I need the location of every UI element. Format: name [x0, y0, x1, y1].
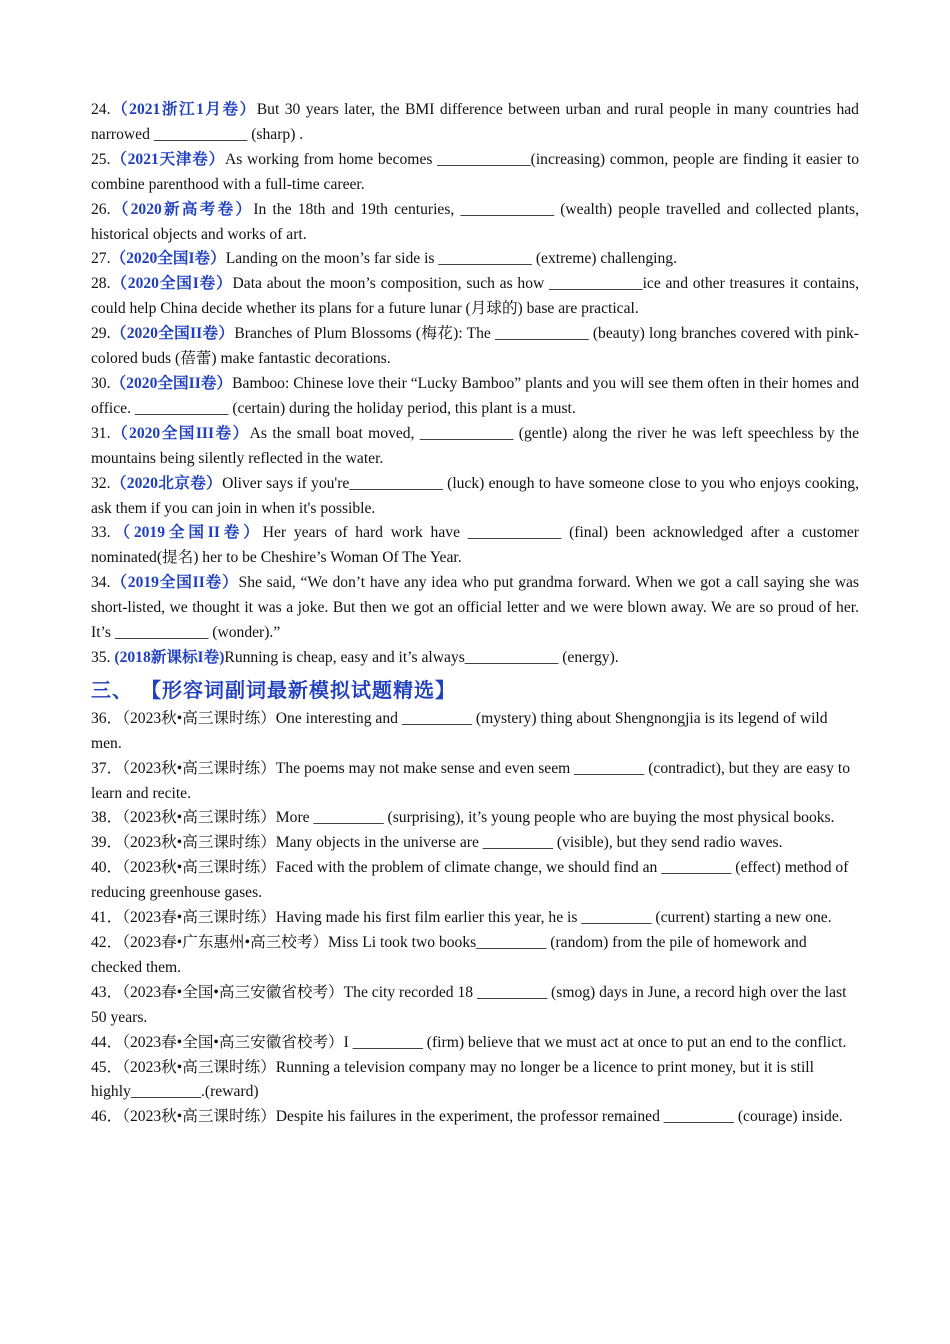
document-content	[91, 98, 859, 1130]
question-number: 34.	[91, 574, 111, 592]
mock-exam-questions	[91, 707, 859, 1130]
question-number: 27.	[91, 250, 111, 268]
question-source: （2021浙江1月卷）	[110, 101, 257, 118]
question-text: （2023秋•高三课时练）Many objects in the universe are _________ (visible), but they send radio waves.	[122, 834, 783, 852]
question-45	[91, 1056, 859, 1106]
question-text: （2023秋•高三课时练）One interesting and _________ (mystery) thing about Shengnongjia is its legend of wild men.	[91, 709, 828, 752]
question-text: （2023秋•高三课时练）The poems may not make sense and even seem _________ (contradict), but they are easy to learn and recite.	[91, 759, 850, 802]
question-31	[91, 422, 859, 472]
question-36	[91, 707, 859, 757]
question-source: (2018新课标I卷)	[110, 648, 225, 666]
past-exam-questions	[91, 98, 859, 671]
question-28	[91, 272, 859, 322]
question-29	[91, 322, 859, 372]
question-number: 39．	[91, 834, 123, 852]
question-text: （2023春•全国•高三安徽省校考）The city recorded 18 _________ (smog) days in June, a record high over the last 50 years.	[91, 983, 847, 1026]
question-number: 36．	[91, 709, 123, 727]
question-number: 30.	[91, 374, 111, 392]
question-source: （2020全国II卷）	[110, 325, 235, 343]
question-text: Bamboo: Chinese love their “Lucky Bamboo” plants and you will see them often in their homes and office. ____________ (certain) during the holiday period, this plant is a must.	[91, 374, 859, 417]
question-number: 29.	[91, 325, 111, 343]
question-source: （2020新高考卷）	[110, 200, 254, 218]
question-number: 28.	[91, 275, 111, 293]
question-text: Landing on the moon’s far side is ____________ (extreme) challenging.	[225, 250, 677, 268]
question-46	[91, 1105, 859, 1130]
question-25	[91, 148, 859, 198]
question-number: 43．	[91, 983, 123, 1001]
question-number: 45．	[91, 1058, 123, 1076]
question-source: （2019全国II卷）	[110, 524, 263, 542]
question-text: Data about the moon’s composition, such as how ____________ice and other treasures it contains, could help China decide whether its plans for a future lunar (月球的) base are practical.	[91, 275, 859, 318]
question-number: 24.	[91, 101, 111, 118]
question-text: Oliver says if you're____________ (luck) enough to have someone close to you who enjoys cooking, ask them if you can join in when it's possible.	[91, 474, 859, 517]
question-source: （2021天津卷）	[110, 150, 225, 168]
question-27	[91, 247, 859, 272]
question-text: As working from home becomes ____________(increasing) common, people are finding it easier to combine parenthood with a full-time career.	[91, 150, 859, 193]
question-text: （2023秋•高三课时练）Running a television company may no longer be a licence to print money, but it is still highly_________.(reward)	[91, 1058, 814, 1101]
question-number: 31.	[91, 424, 111, 442]
question-text: In the 18th and 19th centuries, ____________ (wealth) people travelled and collected plants, historical objects and works of art.	[91, 200, 859, 243]
question-number: 38．	[91, 809, 123, 827]
question-source: （2020全国III卷）	[110, 424, 250, 442]
question-text: （2023春•全国•高三安徽省校考）I _________ (firm) believe that we must act at once to put an end to the conflict.	[122, 1033, 847, 1051]
question-number: 41．	[91, 909, 123, 927]
question-text: （2023秋•高三课时练）Faced with the problem of climate change, we should find an _________ (effect) method of reducing greenhouse gases.	[91, 859, 849, 902]
question-source: （2020全国II卷）	[110, 374, 233, 392]
question-text: （2023秋•高三课时练）More _________ (surprising), it’s young people who are buying the most physical books.	[122, 809, 835, 827]
question-43	[91, 981, 859, 1031]
question-number: 46．	[91, 1108, 123, 1126]
question-number: 42．	[91, 934, 123, 951]
question-text: But 30 years later, the BMI difference between urban and rural people in many countries had narrowed ____________ (sharp) .	[91, 101, 859, 143]
question-32	[91, 472, 859, 522]
question-30	[91, 372, 859, 422]
question-number: 44．	[91, 1033, 123, 1051]
question-number: 35.	[91, 648, 111, 666]
question-37	[91, 757, 859, 807]
question-text: （2023春•高三课时练）Having made his first film earlier this year, he is _________ (current) starting a new one.	[122, 909, 832, 927]
question-44	[91, 1031, 859, 1056]
question-text: As the small boat moved, ____________ (gentle) along the river he was left speechless by the mountains being silently reflected in the water.	[91, 424, 859, 467]
question-text: （2023春•广东惠州•高三校考）Miss Li took two books_________ (random) from the pile of homework and checked them.	[91, 934, 807, 976]
question-42	[91, 931, 859, 981]
question-26	[91, 198, 859, 248]
question-34	[91, 571, 859, 646]
question-text: Branches of Plum Blossoms (梅花): The ____________ (beauty) long branches covered with pink-colored buds (蓓蕾) make fantastic decorations.	[91, 325, 860, 368]
question-35	[91, 646, 859, 671]
question-source: （2019全国II卷）	[110, 574, 239, 592]
question-number: 40．	[91, 859, 123, 877]
question-number: 37．	[91, 759, 123, 777]
question-number: 25.	[91, 150, 111, 168]
question-number: 33.	[91, 524, 111, 542]
question-source: （2020全国I卷）	[110, 275, 233, 293]
question-text: Running is cheap, easy and it’s always____________ (energy).	[224, 648, 619, 666]
question-source: （2020北京卷）	[110, 474, 223, 492]
question-text: （2023秋•高三课时练）Despite his failures in the experiment, the professor remained _________ (courage) inside.	[122, 1108, 843, 1126]
question-33	[91, 521, 859, 571]
question-number: 26.	[91, 200, 111, 218]
question-38	[91, 806, 859, 831]
question-number: 32.	[91, 474, 111, 492]
question-24	[91, 98, 859, 148]
question-39	[91, 831, 859, 856]
question-source: （2020全国I卷）	[110, 250, 226, 268]
question-40	[91, 856, 859, 906]
question-41	[91, 906, 859, 931]
question-text: She said, “We don’t have any idea who put grandma forward. When we got a call saying she was short-listed, we thought it was a joke. But then we got an official letter and we were blown away. We are so proud of her. It’s ____________ (wonder).”	[91, 574, 860, 642]
question-text: Her years of hard work have ____________ (final) been acknowledged after a customer nominated(提名) her to be Cheshire’s Woman Of The Year.	[91, 524, 859, 567]
section-heading: 三、 【形容词副词最新模拟试题精选】	[91, 677, 456, 702]
